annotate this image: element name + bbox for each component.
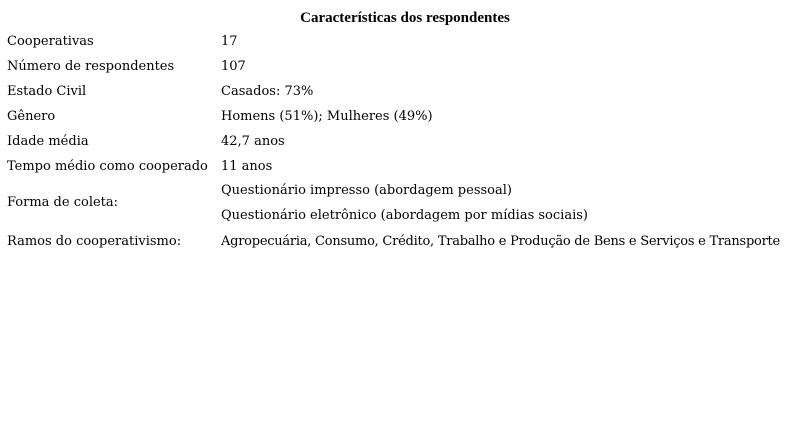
- row-label: Tempo médio como cooperado: [7, 159, 208, 174]
- row-label: Cooperativas: [7, 34, 94, 49]
- row-label: Gênero: [7, 109, 56, 124]
- row-label: Idade média: [7, 134, 89, 149]
- row-label: Estado Civil: [7, 84, 87, 99]
- table-title: Características dos respondentes: [300, 10, 510, 26]
- row-value: Homens (51%); Mulheres (49%): [221, 109, 433, 124]
- row-value: Questionário eletrônico (abordagem por mídias sociais): [221, 208, 588, 223]
- row-value: 17: [221, 34, 238, 49]
- row-label: Forma de coleta:: [7, 195, 119, 210]
- row-value: Questionário impresso (abordagem pessoal): [221, 183, 512, 198]
- row-value: 11 anos: [221, 159, 273, 174]
- row-value: Agropecuária, Consumo, Crédito, Trabalho e Produção de Bens e Serviços e Transporte: [221, 234, 780, 249]
- row-label: Número de respondentes: [7, 59, 175, 74]
- row-value: 42,7 anos: [221, 134, 285, 149]
- row-value: Casados: 73%: [221, 84, 314, 99]
- row-value: 107: [221, 59, 246, 74]
- row-label: Ramos do cooperativismo:: [7, 234, 182, 249]
